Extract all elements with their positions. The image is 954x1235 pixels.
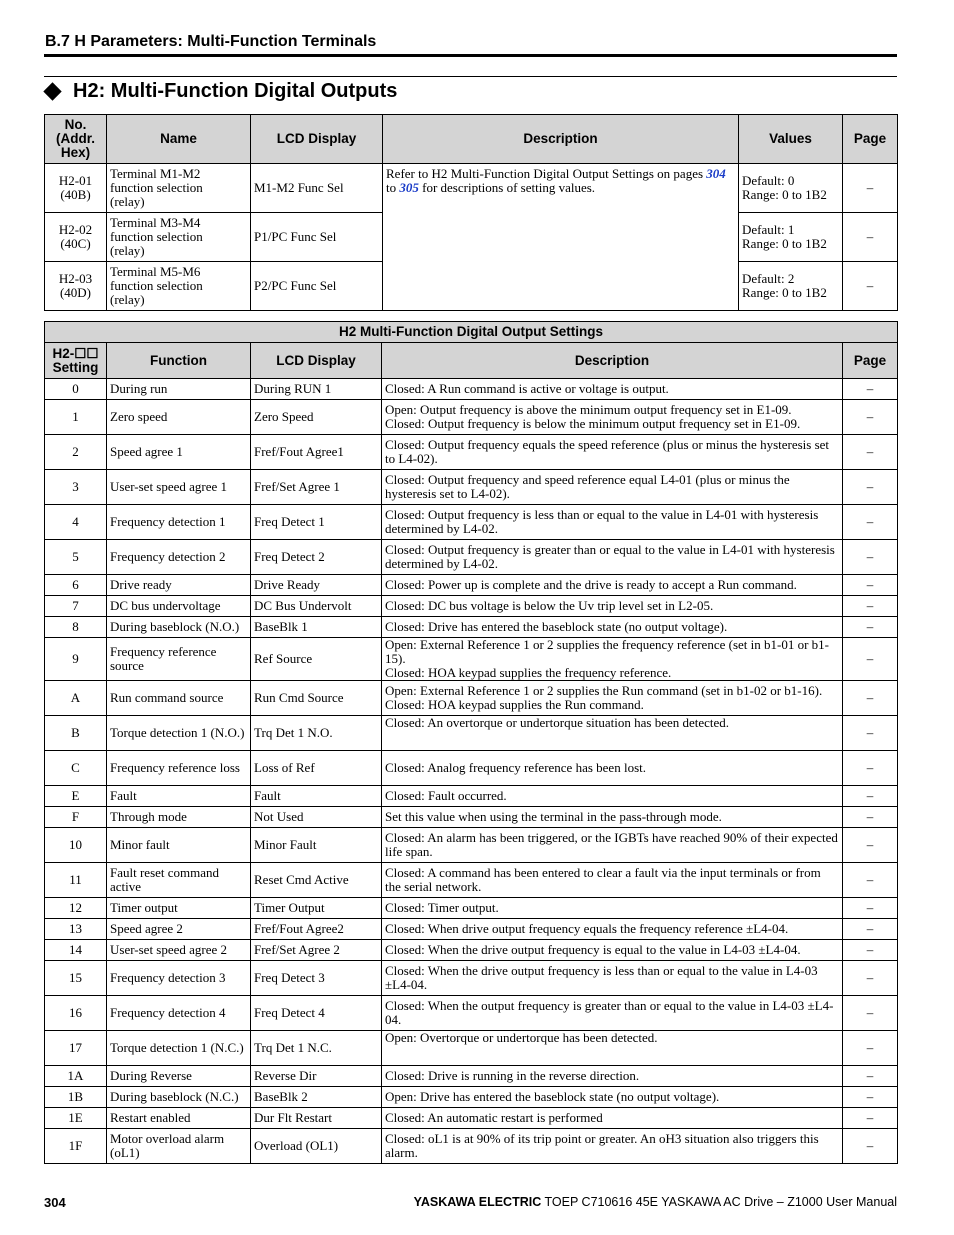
column-header: Values [739, 115, 843, 164]
table-row [45, 681, 898, 716]
page-ref: – [843, 1066, 898, 1087]
table-row [45, 379, 898, 400]
setting-description: Closed: An automatic restart is performed [382, 1108, 843, 1129]
parameter-table [44, 114, 898, 311]
setting-description: Closed: Output frequency and speed reference equal L4-01 (plus or minus the hysteresis set to L4-02). [382, 470, 843, 505]
lcd-display: Fref/Set Agree 2 [251, 940, 382, 961]
param-description [383, 164, 739, 311]
param-name: Terminal M3-M4 function selection (relay) [107, 213, 251, 262]
page-ref: – [843, 540, 898, 575]
function-name: Torque detection 1 (N.O.) [107, 716, 251, 751]
setting-description: Open: External Reference 1 or 2 supplies the frequency reference (set in b1-01 or b1-15). Closed: HOA keypad supplies the frequency reference. [382, 638, 843, 681]
function-name: Speed agree 2 [107, 919, 251, 940]
setting-value: 15 [45, 961, 107, 996]
column-header: Description [382, 343, 843, 379]
lcd-display: Not Used [251, 807, 382, 828]
function-name: Run command source [107, 681, 251, 716]
table-row [45, 638, 898, 681]
setting-value: 3 [45, 470, 107, 505]
lcd-display: Trq Det 1 N.C. [251, 1031, 382, 1066]
table-row [45, 1066, 898, 1087]
setting-description: Closed: When the drive output frequency is less than or equal to the value in L4-03 ±L4-04. [382, 961, 843, 996]
setting-value: 6 [45, 575, 107, 596]
setting-description: Closed: oL1 is at 90% of its trip point or greater. An oH3 situation also triggers this alarm. [382, 1129, 843, 1164]
setting-description: Closed: Fault occurred. [382, 786, 843, 807]
header-rule-thin [44, 76, 897, 77]
setting-value: C [45, 751, 107, 786]
setting-value: 13 [45, 919, 107, 940]
description-text: for descriptions of setting values. [418, 180, 596, 195]
function-name: Minor fault [107, 828, 251, 863]
function-name: DC bus undervoltage [107, 596, 251, 617]
function-name: Torque detection 1 (N.C.) [107, 1031, 251, 1066]
param-number: H2-02 (40C) [45, 213, 107, 262]
function-name: User-set speed agree 1 [107, 470, 251, 505]
setting-value: 11 [45, 863, 107, 898]
lcd-display: Dur Flt Restart [251, 1108, 382, 1129]
page-ref: – [843, 400, 898, 435]
setting-value: B [45, 716, 107, 751]
page-ref: – [843, 716, 898, 751]
column-header: Page [843, 115, 898, 164]
table-row [45, 505, 898, 540]
lcd-display: Minor Fault [251, 828, 382, 863]
lcd-display: Overload (OL1) [251, 1129, 382, 1164]
table-row [45, 470, 898, 505]
setting-value: 2 [45, 435, 107, 470]
table-row [45, 400, 898, 435]
function-name: Fault reset command active [107, 863, 251, 898]
setting-description: Closed: Drive has entered the baseblock state (no output voltage). [382, 617, 843, 638]
table-row [45, 596, 898, 617]
lcd-display: Freq Detect 2 [251, 540, 382, 575]
setting-description: Open: Drive has entered the baseblock state (no output voltage). [382, 1087, 843, 1108]
page-ref: – [843, 164, 898, 213]
function-name: Fault [107, 786, 251, 807]
setting-value: 1 [45, 400, 107, 435]
page-ref: – [843, 213, 898, 262]
lcd-display: Fref/Fout Agree1 [251, 435, 382, 470]
diamond-bullet-icon [43, 82, 61, 100]
brand-name: YASKAWA ELECTRIC [413, 1195, 542, 1209]
column-header: H2-☐☐ Setting [45, 343, 107, 379]
page-ref: – [843, 575, 898, 596]
setting-description: Closed: Analog frequency reference has been lost. [382, 751, 843, 786]
setting-value: 1E [45, 1108, 107, 1129]
param-values: Default: 0 Range: 0 to 1B2 [739, 164, 843, 213]
lcd-display: Ref Source [251, 638, 382, 681]
setting-description: Closed: Power up is complete and the drive is ready to accept a Run command. [382, 575, 843, 596]
lcd-display: Reset Cmd Active [251, 863, 382, 898]
page-ref: – [843, 1087, 898, 1108]
function-name: Frequency detection 4 [107, 996, 251, 1031]
lcd-display: Trq Det 1 N.O. [251, 716, 382, 751]
function-name: Frequency reference source [107, 638, 251, 681]
lcd-display: DC Bus Undervolt [251, 596, 382, 617]
column-header: Description [383, 115, 739, 164]
setting-value: 7 [45, 596, 107, 617]
setting-description: Closed: DC bus voltage is below the Uv trip level set in L2-05. [382, 596, 843, 617]
function-name: During run [107, 379, 251, 400]
setting-value: 9 [45, 638, 107, 681]
page-ref: – [843, 262, 898, 311]
function-name: Through mode [107, 807, 251, 828]
lcd-display: Fault [251, 786, 382, 807]
page-ref: – [843, 1031, 898, 1066]
column-header: LCD Display [251, 343, 382, 379]
page-ref: – [843, 681, 898, 716]
setting-description: Closed: A Run command is active or voltage is output. [382, 379, 843, 400]
setting-value: E [45, 786, 107, 807]
table-row [45, 961, 898, 996]
setting-value: 0 [45, 379, 107, 400]
lcd-display: Freq Detect 3 [251, 961, 382, 996]
settings-table [44, 321, 898, 1164]
column-header: Name [107, 115, 251, 164]
param-values: Default: 1 Range: 0 to 1B2 [739, 213, 843, 262]
setting-value: 16 [45, 996, 107, 1031]
lcd-display: Fref/Fout Agree2 [251, 919, 382, 940]
function-name: Restart enabled [107, 1108, 251, 1129]
table-row [45, 1031, 898, 1066]
function-name: Frequency detection 1 [107, 505, 251, 540]
setting-description: Closed: Drive is running in the reverse direction. [382, 1066, 843, 1087]
table-row [45, 996, 898, 1031]
setting-value: 1B [45, 1087, 107, 1108]
page-ref: – [843, 1129, 898, 1164]
function-name: During Reverse [107, 1066, 251, 1087]
lcd-display: Zero Speed [251, 400, 382, 435]
setting-description: Closed: When drive output frequency equals the frequency reference ±L4-04. [382, 919, 843, 940]
page-ref: – [843, 828, 898, 863]
table-row [45, 164, 898, 213]
function-name: Frequency detection 2 [107, 540, 251, 575]
page-ref: – [843, 596, 898, 617]
lcd-display: BaseBlk 1 [251, 617, 382, 638]
param-number: H2-01 (40B) [45, 164, 107, 213]
table-row [45, 786, 898, 807]
lcd-display: P2/PC Func Sel [251, 262, 383, 311]
page-ref: – [843, 505, 898, 540]
column-header: Function [107, 343, 251, 379]
param-number: H2-03 (40D) [45, 262, 107, 311]
setting-description: Open: External Reference 1 or 2 supplies the Run command (set in b1-02 or b1-16). Closed: HOA keypad supplies the Run command. [382, 681, 843, 716]
function-name: User-set speed agree 2 [107, 940, 251, 961]
page-ref: – [843, 1108, 898, 1129]
description-text: Refer to H2 Multi-Function Digital Output Settings on pages [386, 166, 707, 181]
table-header-row [45, 343, 898, 379]
lcd-display: Freq Detect 4 [251, 996, 382, 1031]
lcd-display: Fref/Set Agree 1 [251, 470, 382, 505]
setting-description: Closed: Output frequency equals the speed reference (plus or minus the hysteresis set to L4-02). [382, 435, 843, 470]
setting-description: Set this value when using the terminal in the pass-through mode. [382, 807, 843, 828]
setting-value: 14 [45, 940, 107, 961]
table-row [45, 540, 898, 575]
page-ref: – [843, 617, 898, 638]
lcd-display: Loss of Ref [251, 751, 382, 786]
page-ref: – [843, 379, 898, 400]
table-row [45, 1129, 898, 1164]
page-link[interactable]: 305 [399, 180, 419, 195]
setting-description: Closed: When the drive output frequency is equal to the value in L4-03 ±L4-04. [382, 940, 843, 961]
setting-value: 10 [45, 828, 107, 863]
lcd-display: P1/PC Func Sel [251, 213, 383, 262]
setting-value: 4 [45, 505, 107, 540]
column-header: Page [843, 343, 898, 379]
page-ref: – [843, 898, 898, 919]
setting-description: Closed: An alarm has been triggered, or the IGBTs have reached 90% of their expected life span. [382, 828, 843, 863]
lcd-display: Run Cmd Source [251, 681, 382, 716]
setting-value: A [45, 681, 107, 716]
table-row [45, 807, 898, 828]
function-name: During baseblock (N.O.) [107, 617, 251, 638]
table-row [45, 1087, 898, 1108]
table-row [45, 919, 898, 940]
function-name: During baseblock (N.C.) [107, 1087, 251, 1108]
page-ref: – [843, 786, 898, 807]
setting-value: 5 [45, 540, 107, 575]
function-name: Speed agree 1 [107, 435, 251, 470]
table-caption: H2 Multi-Function Digital Output Settings [45, 322, 898, 343]
table-row [45, 1108, 898, 1129]
table-row [45, 940, 898, 961]
function-name: Timer output [107, 898, 251, 919]
page-ref: – [843, 996, 898, 1031]
table-row [45, 898, 898, 919]
table-row [45, 863, 898, 898]
section-heading [44, 80, 397, 103]
lcd-display: BaseBlk 2 [251, 1087, 382, 1108]
table-row [45, 617, 898, 638]
lcd-display: Timer Output [251, 898, 382, 919]
setting-value: 17 [45, 1031, 107, 1066]
setting-value: 1F [45, 1129, 107, 1164]
setting-value: F [45, 807, 107, 828]
setting-description: Closed: Output frequency is less than or equal to the value in L4-01 with hysteresis determined by L4-02. [382, 505, 843, 540]
lcd-display: During RUN 1 [251, 379, 382, 400]
setting-value: 12 [45, 898, 107, 919]
lcd-display: M1-M2 Func Sel [251, 164, 383, 213]
function-name: Frequency reference loss [107, 751, 251, 786]
setting-description: Closed: An overtorque or undertorque situation has been detected. [382, 716, 843, 751]
param-values: Default: 2 Range: 0 to 1B2 [739, 262, 843, 311]
page-ref: – [843, 961, 898, 996]
param-name: Terminal M5-M6 function selection (relay) [107, 262, 251, 311]
function-name: Frequency detection 3 [107, 961, 251, 996]
publication-title: TOEP C710616 45E YASKAWA AC Drive – Z1000 User Manual [541, 1195, 897, 1209]
page-link[interactable]: 304 [706, 166, 726, 181]
lcd-display: Reverse Dir [251, 1066, 382, 1087]
setting-description: Closed: A command has been entered to clear a fault via the input terminals or from the serial network. [382, 863, 843, 898]
header-rule [44, 54, 897, 57]
page-ref: – [843, 940, 898, 961]
page-ref: – [843, 435, 898, 470]
setting-description: Closed: When the output frequency is greater than or equal to the value in L4-03 ±L4-04. [382, 996, 843, 1031]
setting-description: Open: Overtorque or undertorque has been detected. [382, 1031, 843, 1066]
page-ref: – [843, 863, 898, 898]
setting-value: 8 [45, 617, 107, 638]
function-name: Zero speed [107, 400, 251, 435]
setting-description: Closed: Output frequency is greater than or equal to the value in L4-01 with hysteresis determined by L4-02. [382, 540, 843, 575]
table-header-row [45, 115, 898, 164]
param-name: Terminal M1-M2 function selection (relay) [107, 164, 251, 213]
lcd-display: Drive Ready [251, 575, 382, 596]
setting-description: Open: Output frequency is above the minimum output frequency set in E1-09. Closed: Output frequency is below the minimum output frequency set in E1-09. [382, 400, 843, 435]
table-row [45, 575, 898, 596]
column-header: No. (Addr. Hex) [45, 115, 107, 164]
page-ref: – [843, 470, 898, 505]
publication-footer [414, 1195, 897, 1209]
function-name: Drive ready [107, 575, 251, 596]
setting-value: 1A [45, 1066, 107, 1087]
page-ref: – [843, 807, 898, 828]
table-row [45, 435, 898, 470]
page-ref: – [843, 638, 898, 681]
section-heading-text: H2: Multi-Function Digital Outputs [73, 80, 398, 102]
page-ref: – [843, 919, 898, 940]
function-name: Motor overload alarm (oL1) [107, 1129, 251, 1164]
table-caption-row [45, 322, 898, 343]
setting-description: Closed: Timer output. [382, 898, 843, 919]
lcd-display: Freq Detect 1 [251, 505, 382, 540]
section-header: B.7 H Parameters: Multi-Function Terminals [45, 33, 377, 50]
page-number: 304 [44, 1195, 66, 1210]
column-header: LCD Display [251, 115, 383, 164]
table-row [45, 716, 898, 751]
page-ref: – [843, 751, 898, 786]
table-row [45, 751, 898, 786]
table-row [45, 828, 898, 863]
description-text: to [386, 180, 400, 195]
